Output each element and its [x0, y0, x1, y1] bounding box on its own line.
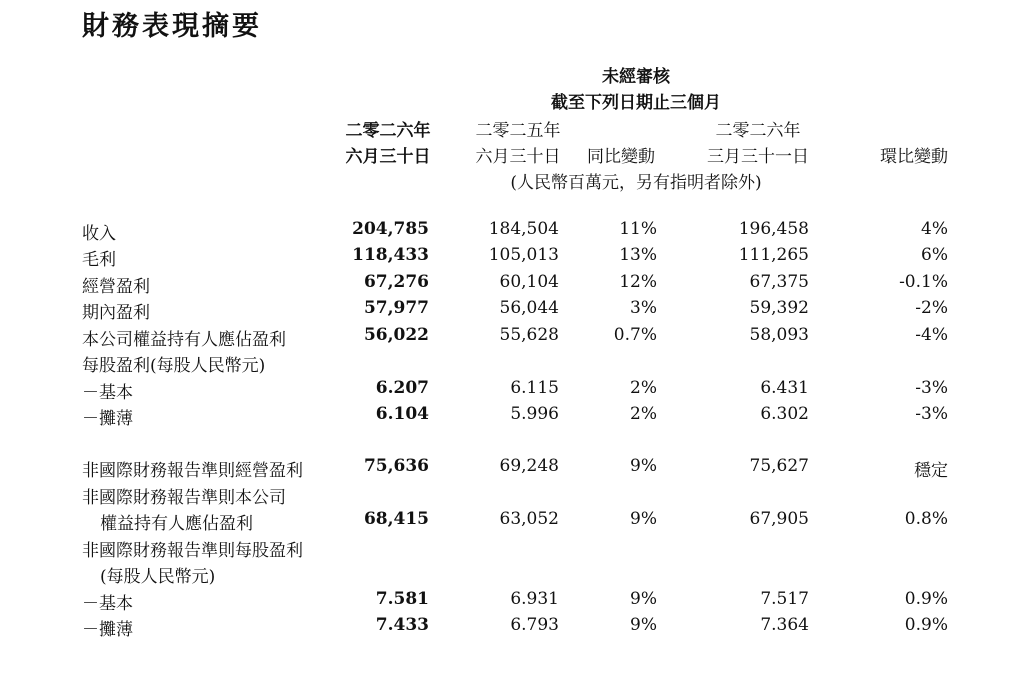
row-value-col2: 6.793 [510, 615, 559, 635]
row-value-col1: 57,977 [363, 298, 429, 318]
row-value-col4: 75,627 [749, 456, 809, 476]
col4-header-date: 三月三十一日 [707, 147, 809, 167]
row-value-col5: -2% [915, 298, 948, 318]
row-value-col2: 60,104 [499, 272, 559, 292]
col2-header-year: 二零二五年 [475, 121, 561, 141]
row-label: 非國際財務報告準則本公司 [82, 488, 286, 508]
row-value-col1: 6.207 [375, 378, 429, 398]
row-value-col4: 67,905 [749, 509, 809, 529]
col4-header-year: 二零二六年 [715, 121, 801, 141]
row-value-col2: 6.931 [510, 589, 559, 609]
row-value-col5: -0.1% [899, 272, 948, 292]
row-value-col4: 7.364 [760, 615, 809, 635]
row-value-col1: 7.581 [375, 589, 429, 609]
row-value-col2: 63,052 [499, 509, 559, 529]
row-label: (每股人民幣元) [100, 567, 216, 587]
row-value-col3: 3% [630, 298, 657, 318]
row-label: 權益持有人應佔盈利 [100, 514, 253, 534]
row-value-col5: 穩定 [914, 461, 948, 481]
row-value-col2: 6.115 [510, 378, 559, 398]
row-label: －基本 [82, 383, 133, 403]
row-value-col1: 7.433 [375, 615, 429, 635]
row-value-col4: 6.431 [760, 378, 809, 398]
row-value-col2: 184,504 [488, 219, 559, 239]
row-value-col3: 9% [630, 589, 657, 609]
row-value-col2: 5.996 [510, 404, 559, 424]
col5-header: 環比變動 [880, 147, 948, 167]
row-label: 收入 [82, 224, 116, 244]
row-label: 非國際財務報告準則每股盈利 [82, 541, 303, 561]
row-value-col3: 12% [619, 272, 657, 292]
row-label: 毛利 [82, 250, 116, 270]
row-value-col4: 67,375 [749, 272, 809, 292]
row-label: －攤薄 [82, 409, 133, 429]
row-value-col5: 0.9% [904, 589, 948, 609]
row-value-col3: 2% [630, 378, 657, 398]
row-label: －攤薄 [82, 620, 133, 640]
row-label: 非國際財務報告準則經營盈利 [82, 461, 303, 481]
period-header: 截至下列日期止三個月 [551, 93, 721, 113]
unit-note: (人民幣百萬元，另有指明者除外) [510, 173, 762, 193]
row-value-col1: 75,636 [363, 456, 429, 476]
row-value-col4: 6.302 [760, 404, 809, 424]
row-value-col4: 196,458 [738, 219, 809, 239]
row-value-col5: -3% [915, 404, 948, 424]
row-value-col2: 56,044 [499, 298, 559, 318]
row-value-col5: 6% [921, 245, 948, 265]
row-value-col1: 56,022 [363, 325, 429, 345]
col3-header: 同比變動 [587, 147, 655, 167]
row-value-col3: 13% [619, 245, 657, 265]
row-value-col4: 58,093 [749, 325, 809, 345]
row-value-col2: 69,248 [499, 456, 559, 476]
row-value-col4: 59,392 [749, 298, 809, 318]
row-label: 本公司權益持有人應佔盈利 [82, 330, 286, 350]
row-label: 經營盈利 [82, 277, 150, 297]
row-value-col3: 9% [630, 456, 657, 476]
row-value-col1: 68,415 [363, 509, 429, 529]
row-value-col2: 55,628 [499, 325, 559, 345]
row-value-col3: 9% [630, 509, 657, 529]
row-value-col3: 9% [630, 615, 657, 635]
page-title: 財務表現摘要 [82, 11, 262, 42]
row-value-col3: 11% [619, 219, 657, 239]
row-value-col5: -3% [915, 378, 948, 398]
unaudited-header: 未經審核 [602, 67, 670, 87]
row-value-col5: -4% [915, 325, 948, 345]
row-value-col5: 0.9% [904, 615, 948, 635]
row-value-col1: 204,785 [352, 219, 429, 239]
row-value-col1: 6.104 [375, 404, 429, 424]
col1-header-date: 六月三十日 [345, 147, 431, 167]
row-label: 每股盈利(每股人民幣元) [82, 356, 266, 376]
row-value-col1: 118,433 [352, 245, 429, 265]
row-value-col2: 105,013 [488, 245, 559, 265]
row-value-col4: 111,265 [738, 245, 809, 265]
row-value-col3: 0.7% [613, 325, 657, 345]
row-value-col5: 4% [921, 219, 948, 239]
row-value-col3: 2% [630, 404, 657, 424]
col1-header-year: 二零二六年 [345, 121, 431, 141]
row-value-col5: 0.8% [904, 509, 948, 529]
row-label: －基本 [82, 594, 133, 614]
col2-header-date: 六月三十日 [475, 147, 561, 167]
row-value-col4: 7.517 [760, 589, 809, 609]
row-value-col1: 67,276 [363, 272, 429, 292]
row-label: 期內盈利 [82, 303, 150, 323]
